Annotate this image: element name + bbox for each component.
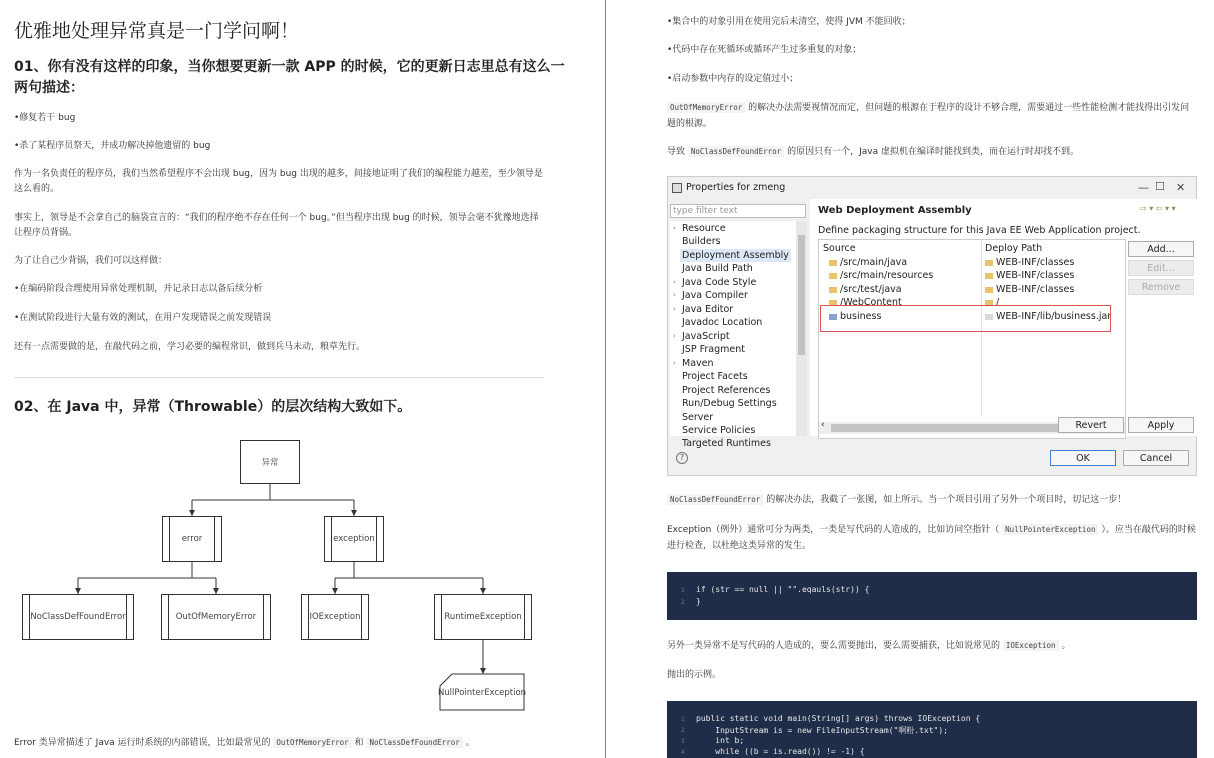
node-outofmemoryerror: OutOfMemoryError: [161, 594, 271, 640]
para1-line2: 这么看的。: [14, 184, 60, 194]
add-button[interactable]: Add...: [1128, 241, 1194, 257]
sol-code: NoClassDefFoundError: [667, 494, 763, 505]
ncdfe-text: 的原因只有一个，Java 虚拟机在编译时能找到类，而在运行时却找不到。: [787, 147, 1079, 157]
exc-pre: Exception（例外）通常可分为两类，一类是写代码的人造成的，比如访问空指针（: [667, 525, 1000, 535]
row-deploy-path: WEB-INF/classes: [996, 257, 1075, 268]
row-deploy-path: WEB-INF/lib/business.jar: [996, 311, 1112, 322]
line-number: 4: [681, 749, 685, 756]
col-header-source[interactable]: Source: [823, 243, 856, 254]
property-tree: [670, 221, 807, 449]
apply-button[interactable]: Apply: [1128, 417, 1194, 433]
ncdfe-code: NoClassDefFoundError: [688, 146, 784, 157]
tree-item-service-policies[interactable]: Service Policies: [682, 425, 756, 436]
revert-button[interactable]: Revert: [1058, 417, 1124, 433]
tree-item-server[interactable]: Server: [682, 412, 714, 423]
tree-scroll-thumb[interactable]: [798, 235, 805, 355]
expand-javascript-icon[interactable]: ›: [673, 332, 676, 340]
other-pre: 另外一类异常不是写代码的人造成的，要么需要抛出，要么需要捕获，比如说常见的: [667, 641, 1001, 651]
cause-line3: •启动参数中内存的设定值过小；: [667, 74, 799, 84]
para4: 还有一点需要做的是，在敲代码之前，学习必要的编程常识，做到兵马未动，粮草先行。: [14, 342, 366, 352]
oome-code: OutOfMemoryError: [667, 102, 745, 113]
heading-01-line1: 01、你有没有这样的印象，当你想要更新一款 APP 的时候，它的更新日志里总有这么一: [14, 59, 565, 75]
filter-input[interactable]: type filter text: [670, 204, 806, 218]
code-block-1: [667, 572, 1197, 620]
code-line: }: [696, 597, 701, 606]
footer-code-oome: OutOfMemoryError: [273, 737, 351, 748]
node-nullpointerexception: NullPointerException: [437, 688, 527, 698]
node-exception: exception: [324, 516, 384, 562]
node-noclassdeffounderror: NoClassDefFoundError: [22, 594, 134, 640]
cause-line2: •代码中存在死循环或循环产生过多重复的对象；: [667, 45, 862, 55]
footer-text-pre: Error 类异常描述了 Java 运行时系统的内部错误，比如最常见的: [14, 738, 271, 748]
line-number: 3: [681, 738, 685, 745]
expand-editor-icon[interactable]: ›: [673, 305, 676, 313]
row-deploy-path: WEB-INF/classes: [996, 270, 1075, 281]
edit-button[interactable]: Edit...: [1128, 260, 1194, 276]
folder-icon: [829, 273, 837, 279]
row-source: /src/main/resources: [840, 270, 934, 281]
code-block-2: [667, 701, 1197, 758]
tree-item-deployment-assembly[interactable]: Deployment Assembly: [682, 250, 789, 261]
help-icon[interactable]: ?: [676, 452, 688, 464]
node-exception-root: 异常: [240, 440, 300, 484]
ncdfe-pre: 导致: [667, 147, 686, 157]
para2-line2: 让程序员背锅。: [14, 228, 78, 238]
bullet-testing-stage: •在测试阶段进行大量有效的测试，在用户发现错误之前发现错误: [14, 313, 272, 323]
tree-item-targeted-runtimes[interactable]: Targeted Runtimes: [682, 438, 771, 449]
exception-line1: [667, 522, 1197, 538]
dialog-title: Properties for zmeng: [686, 182, 786, 193]
section-description: Define packaging structure for this Java EE Web Application project.: [818, 225, 1141, 236]
tree-item-javadoc-location[interactable]: Javadoc Location: [682, 317, 763, 328]
expand-maven-icon[interactable]: ›: [673, 359, 676, 367]
folder-icon: [829, 260, 837, 266]
ncdfe-solution: [667, 492, 1197, 508]
code-line: int b;: [696, 736, 745, 745]
line-number: 1: [681, 716, 685, 723]
tree-item-javascript[interactable]: JavaScript: [682, 331, 730, 342]
row-source: /src/test/java: [840, 284, 902, 295]
exc-code: NullPointerException: [1002, 524, 1098, 535]
para1-line1: 作为一名负责任的程序员，我们当然希望程序不会出现 bug，因为 bug 出现的越多，间接地证明了我们的编程能力越差，至少领导是: [14, 169, 543, 179]
table-row[interactable]: [819, 257, 1125, 270]
code-line: InputStream is = new FileInputStream("啊粉.txt");: [696, 726, 949, 735]
node-error: error: [162, 516, 222, 562]
page-divider: [605, 0, 606, 758]
bullet-fix-bugs: •修复若干 bug: [14, 113, 76, 123]
exception-line2: 进行检查，以杜绝这类异常的发生。: [667, 541, 812, 551]
tree-item-project-references[interactable]: Project References: [682, 385, 771, 396]
exception-hierarchy-diagram: [14, 430, 544, 720]
node-ioexception: IOException: [301, 594, 369, 640]
deployment-assembly-pane: [810, 199, 1197, 436]
bullet-kill-programmer: •杀了某程序员祭天，并成功解决掉他遗留的 bug: [14, 141, 211, 151]
tree-item-java-editor[interactable]: Java Editor: [682, 304, 734, 315]
para2-line1: 事实上，领导是不会拿自己的脑袋宣言的：“我们的程序绝不存在任何一个 bug。”但当程序出现 bug 的时候，领导会毫不犹豫地选择: [14, 213, 539, 223]
cancel-button[interactable]: Cancel: [1123, 450, 1189, 466]
deployment-table: [818, 239, 1126, 439]
tree-item-builders[interactable]: Builders: [682, 236, 721, 247]
row-source: business: [840, 311, 882, 322]
article-title: 优雅地处理异常真是一门学问啊！: [14, 20, 300, 42]
footer-text-mid: 和: [354, 738, 364, 748]
tree-item-java-code-style[interactable]: Java Code Style: [682, 277, 757, 288]
line-number: 2: [681, 727, 685, 734]
error-class-description: [14, 735, 574, 751]
section-title: Web Deployment Assembly: [818, 205, 972, 216]
properties-dialog: [667, 176, 1197, 476]
row-source: /src/main/java: [840, 257, 908, 268]
oome-solution-line1: [667, 100, 1197, 116]
tree-item-resource[interactable]: Resource: [682, 223, 726, 234]
maximize-icon[interactable]: ☐: [1155, 180, 1165, 193]
tree-scrollbar[interactable]: [796, 221, 807, 436]
remove-button[interactable]: Remove: [1128, 279, 1194, 295]
folder-icon: [985, 273, 993, 279]
tree-item-jsp-fragment[interactable]: JSP Fragment: [682, 344, 745, 355]
folder-icon: [985, 260, 993, 266]
dialog-title-bar: [672, 182, 785, 193]
footer-text-end: 。: [465, 738, 475, 748]
line-number: 1: [681, 587, 685, 594]
ok-button[interactable]: OK: [1050, 450, 1116, 466]
tree-item-java-build-path[interactable]: Java Build Path: [682, 263, 753, 274]
section-divider: [14, 377, 544, 378]
tree-item-project-facets[interactable]: Project Facets: [682, 371, 748, 382]
throw-example-label: 抛出的示例。: [667, 670, 722, 680]
code-line: public static void main(String[] args) throws IOException {: [696, 714, 981, 723]
scroll-left-icon[interactable]: ‹: [821, 420, 825, 430]
ncdfe-cause: [667, 144, 1197, 160]
highlight-box: [820, 305, 1111, 332]
other-end: 。: [1061, 641, 1071, 651]
expand-code-style-icon[interactable]: ›: [673, 278, 676, 286]
table-row[interactable]: [819, 284, 1125, 297]
row-deploy-path: /: [996, 297, 1000, 308]
node-runtimeexception: RuntimeException: [434, 594, 532, 640]
code-line: while ((b = is.read()) != -1) {: [696, 747, 865, 756]
other-exception-text: [667, 638, 1197, 654]
oome-text1: 的解决办法需要视情况而定，但问题的根源在于程序的设计不够合理，需要通过一些性能检测才能找得出引发问: [748, 103, 1190, 113]
row-deploy-path: WEB-INF/classes: [996, 284, 1075, 295]
nav-arrows-icon[interactable]: ⇨ ▾ ⇦ ▾ ▾: [1140, 204, 1176, 213]
minimize-icon[interactable]: —: [1138, 181, 1149, 194]
para3: 为了让自己少背锅，我们可以这样做：: [14, 256, 168, 266]
folder-icon: [985, 287, 993, 293]
expand-compiler-icon[interactable]: ›: [673, 291, 676, 299]
heading-02: 02、在 Java 中，异常（Throwable）的层次结构大致如下。: [14, 399, 412, 415]
tree-item-run-debug-settings[interactable]: Run/Debug Settings: [682, 398, 777, 409]
oome-solution-line2: 题的根源。: [667, 119, 713, 129]
tree-item-java-compiler[interactable]: Java Compiler: [682, 290, 748, 301]
table-row[interactable]: [819, 270, 1125, 283]
line-number: 2: [681, 599, 685, 606]
dialog-app-icon: [672, 183, 682, 193]
tree-item-maven[interactable]: Maven: [682, 358, 714, 369]
sol-text: 的解决办法，我截了一张图，如上所示。当一个项目引用了另外一个项目时，切记这一步！: [766, 495, 1127, 505]
expand-resource-icon[interactable]: ›: [673, 224, 676, 232]
code-line: if (str == null || "".eqauls(str)) {: [696, 585, 870, 594]
cause-line1: •集合中的对象引用在使用完后未清空，使得 JVM 不能回收；: [667, 17, 911, 27]
other-code: IOException: [1003, 640, 1059, 651]
heading-01-line2: 两句描述：: [14, 80, 84, 96]
footer-code-ncdfe: NoClassDefFoundError: [366, 737, 462, 748]
bullet-coding-stage: •在编码阶段合理使用异常处理机制，并记录日志以备后续分析: [14, 284, 263, 294]
folder-icon: [829, 287, 837, 293]
row-source: /WebContent: [840, 297, 902, 308]
close-icon[interactable]: ✕: [1176, 181, 1186, 194]
col-header-deploy-path[interactable]: Deploy Path: [985, 243, 1043, 254]
exc-post: ）。应当在敲代码的时候: [1101, 525, 1196, 535]
